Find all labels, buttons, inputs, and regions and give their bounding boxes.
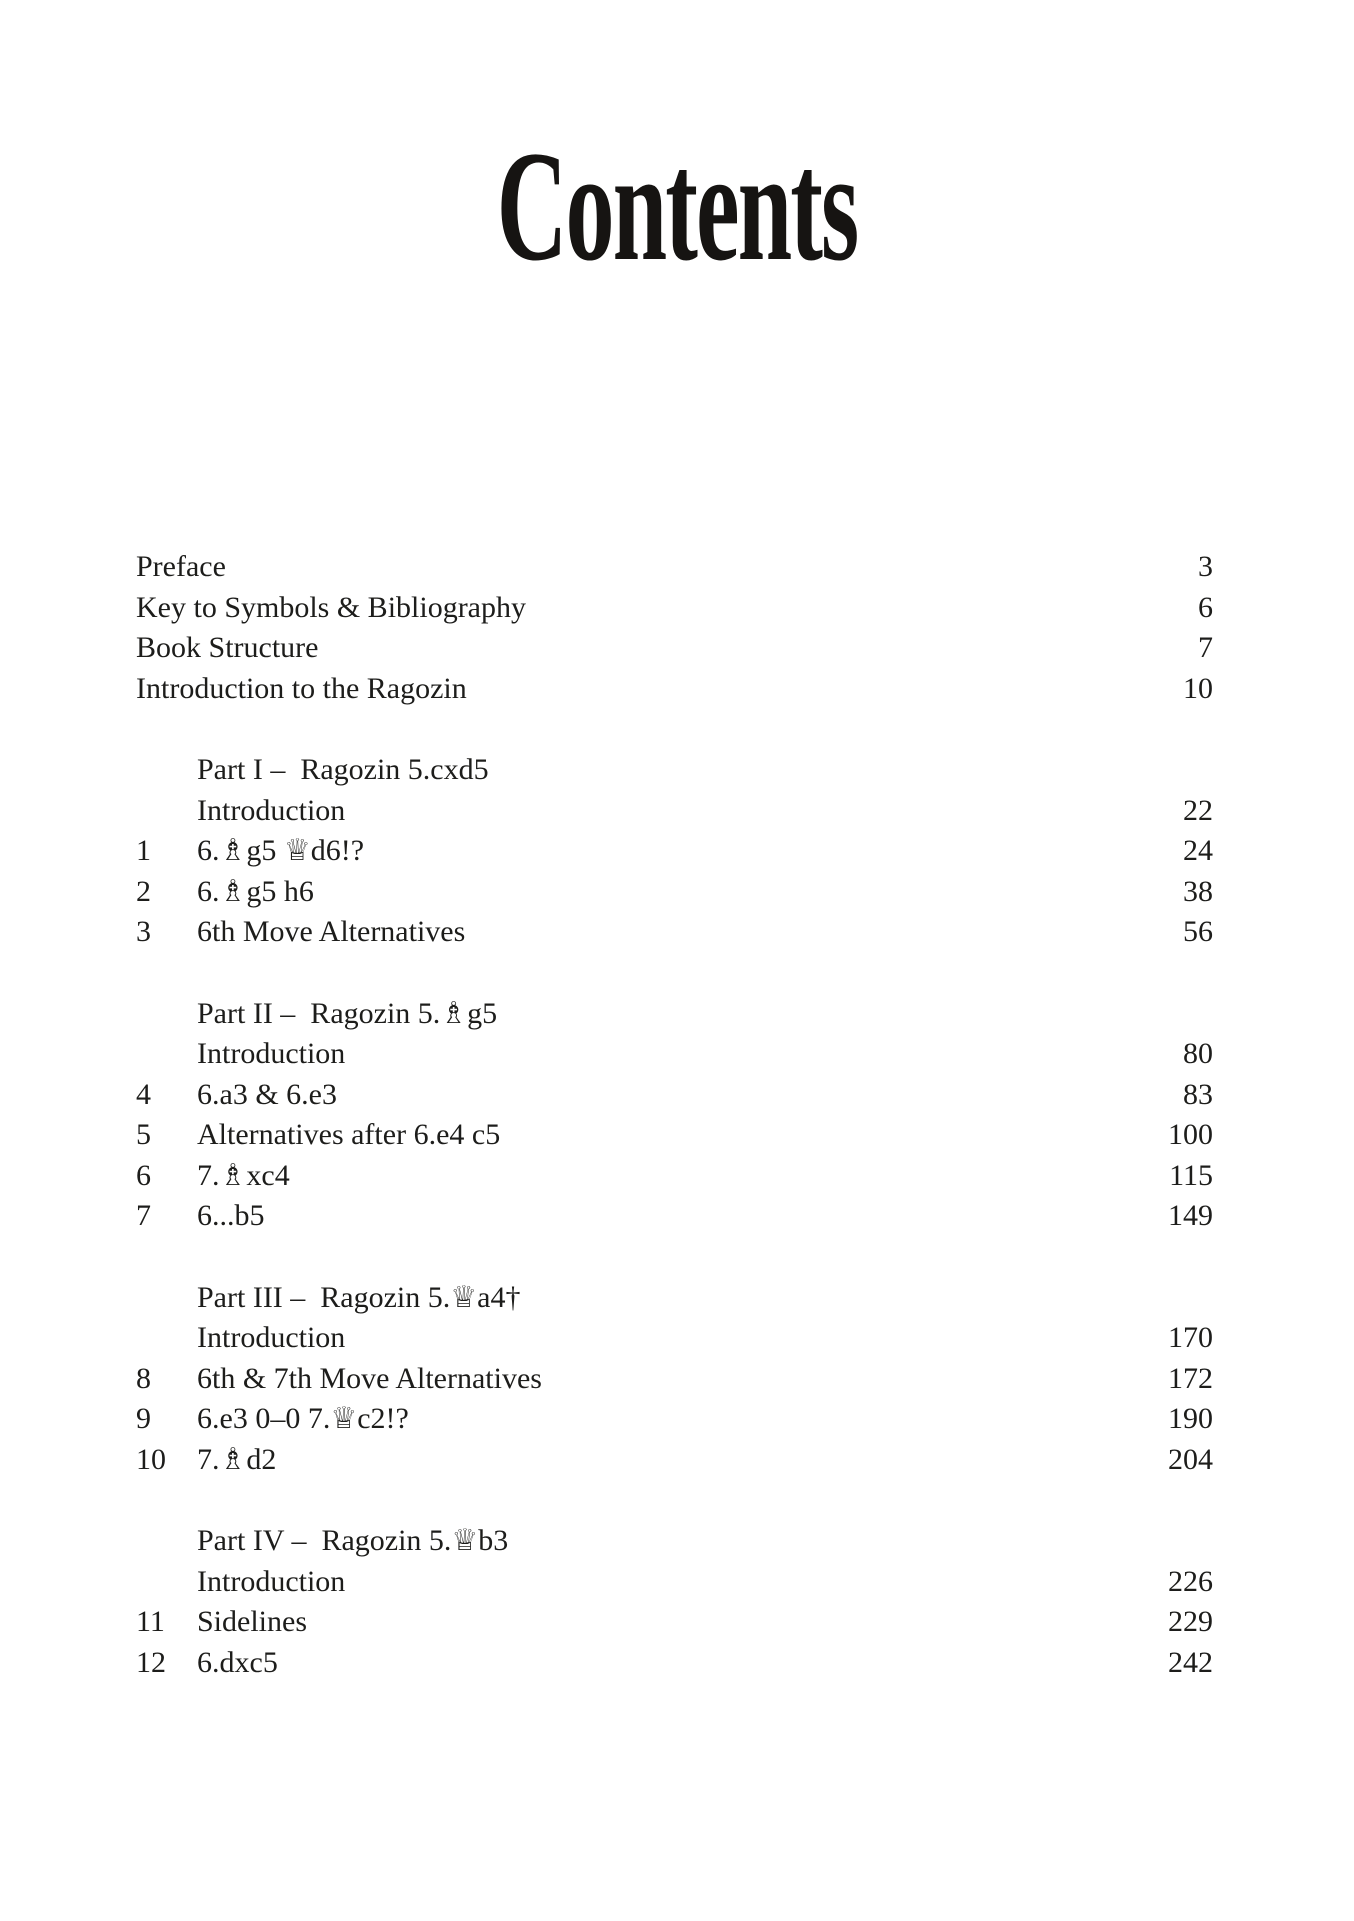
chapter-number: 11 xyxy=(136,1605,165,1638)
page-number: 6 xyxy=(1198,590,1213,624)
part-header xyxy=(136,1278,1213,1319)
toc-row xyxy=(136,831,1213,872)
chapter-number: 1 xyxy=(136,834,151,867)
toc-row xyxy=(136,1562,1213,1603)
chapter-title: Introduction xyxy=(197,1564,346,1598)
toc-row xyxy=(136,1643,1213,1684)
chapter-number: 10 xyxy=(136,1442,166,1476)
page-number: 229 xyxy=(1168,1605,1213,1638)
chapter-title: 6...b5 xyxy=(197,1199,265,1232)
part-header xyxy=(136,1521,1213,1562)
chapter-title: Introduction xyxy=(197,793,346,827)
toc-row xyxy=(136,1318,1213,1359)
toc-row xyxy=(136,628,1213,669)
part-title: Part I – Ragozin 5.cxd5 xyxy=(197,753,489,786)
toc-row xyxy=(136,872,1213,913)
chapter-title: 6.♗g5 ♕d6!? xyxy=(197,834,365,867)
part-title: Part IV – Ragozin 5.♕b3 xyxy=(197,1524,509,1557)
chapter-title: 7.♗d2 xyxy=(197,1442,277,1476)
toc-row xyxy=(136,669,1213,710)
part-title: Part II – Ragozin 5.♗g5 xyxy=(197,996,498,1030)
chapter-number: 12 xyxy=(136,1645,166,1679)
page-title: Contents xyxy=(496,119,858,294)
entry-label: Book Structure xyxy=(136,631,319,664)
entry-label: Key to Symbols & Bibliography xyxy=(136,590,526,624)
chapter-number: 6 xyxy=(136,1158,151,1192)
toc-row xyxy=(136,1359,1213,1400)
toc-row xyxy=(136,1196,1213,1237)
toc-row xyxy=(136,1602,1213,1643)
toc-row xyxy=(136,1399,1213,1440)
entry-label: Preface xyxy=(136,550,226,583)
part-header xyxy=(136,994,1213,1035)
table-of-contents xyxy=(136,547,1213,1683)
chapter-number: 2 xyxy=(136,874,151,908)
page-number: 204 xyxy=(1168,1442,1213,1476)
page-number: 22 xyxy=(1183,793,1213,827)
page-number: 80 xyxy=(1183,1037,1213,1070)
chapter-number: 8 xyxy=(136,1361,151,1395)
page-number: 172 xyxy=(1168,1361,1213,1395)
toc-row xyxy=(136,912,1213,953)
toc-row xyxy=(136,1034,1213,1075)
page-number: 190 xyxy=(1168,1402,1213,1435)
page-number: 100 xyxy=(1168,1118,1213,1151)
page-number: 38 xyxy=(1183,874,1213,908)
chapter-title: 6.dxc5 xyxy=(197,1645,278,1679)
chapter-number: 4 xyxy=(136,1077,151,1111)
toc-section-part-3 xyxy=(136,1278,1213,1481)
part-title: Part III – Ragozin 5.♕a4† xyxy=(197,1280,521,1314)
page-number: 24 xyxy=(1183,834,1213,867)
chapter-title: Alternatives after 6.e4 c5 xyxy=(197,1118,501,1151)
chapter-title: 6th & 7th Move Alternatives xyxy=(197,1361,542,1395)
chapter-title: 6.♗g5 h6 xyxy=(197,874,314,908)
chapter-title: Sidelines xyxy=(197,1605,307,1638)
page-number: 83 xyxy=(1183,1077,1213,1111)
chapter-title: Introduction xyxy=(197,1037,346,1070)
toc-section-part-1 xyxy=(136,750,1213,953)
chapter-title: 6.e3 0–0 7.♕c2!? xyxy=(197,1402,409,1435)
toc-row xyxy=(136,1156,1213,1197)
chapter-title: Introduction xyxy=(197,1321,346,1354)
chapter-title: 7.♗xc4 xyxy=(197,1158,290,1192)
page-number: 3 xyxy=(1198,550,1213,583)
chapter-title: 6th Move Alternatives xyxy=(197,915,466,948)
entry-label: Introduction to the Ragozin xyxy=(136,671,467,705)
toc-row xyxy=(136,1075,1213,1116)
chapter-number: 9 xyxy=(136,1402,151,1435)
toc-row xyxy=(136,1440,1213,1481)
page-number: 115 xyxy=(1169,1158,1213,1192)
page-number: 10 xyxy=(1183,671,1213,705)
toc-section-part-2 xyxy=(136,994,1213,1237)
chapter-title: 6.a3 & 6.e3 xyxy=(197,1077,337,1111)
toc-row xyxy=(136,791,1213,832)
chapter-number: 7 xyxy=(136,1199,151,1232)
toc-section-part-4 xyxy=(136,1521,1213,1683)
chapter-number: 3 xyxy=(136,915,151,948)
front-matter-section xyxy=(136,547,1213,709)
page-number: 242 xyxy=(1168,1645,1213,1679)
page-number: 226 xyxy=(1168,1564,1213,1598)
toc-row xyxy=(136,547,1213,588)
page-number: 149 xyxy=(1168,1199,1213,1232)
toc-row xyxy=(136,1115,1213,1156)
part-header xyxy=(136,750,1213,791)
chapter-number: 5 xyxy=(136,1118,151,1151)
page-number: 170 xyxy=(1168,1321,1213,1354)
toc-row xyxy=(136,588,1213,629)
page-number: 56 xyxy=(1183,915,1213,948)
page-number: 7 xyxy=(1198,631,1213,664)
